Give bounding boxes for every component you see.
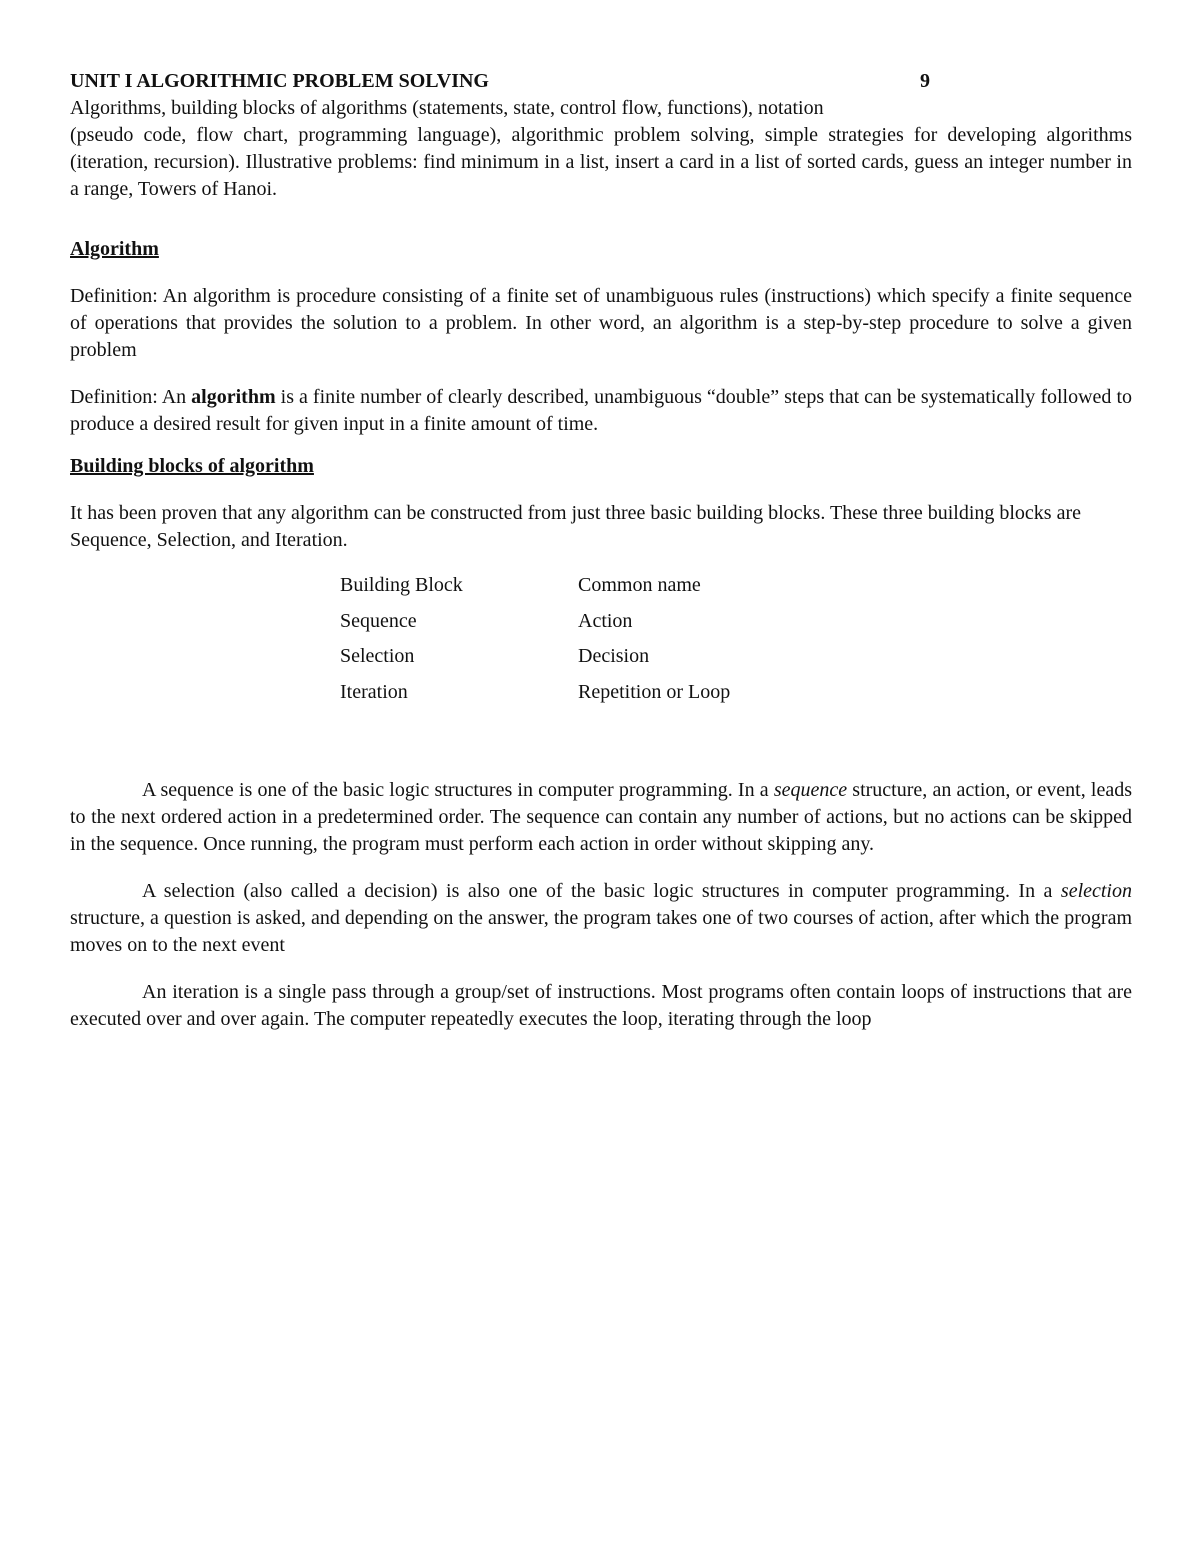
sequence-text-after: structure, an action, or event, leads to the next ordered action in a predetermined order. The sequence can contain any number of actions, but no actions can be skipped in the sequence. Once running, the program must perform each action in order without skipping any. [70, 779, 1132, 855]
table-cell: Action [578, 609, 633, 632]
selection-paragraph [70, 878, 1132, 959]
definition-2-bold-term: algorithm [191, 386, 276, 408]
building-blocks-table [340, 572, 840, 714]
syllabus-rest: (pseudo code, flow chart, programming language), algorithmic problem solving, simple strategies for developing algorithms (iteration, recursion). Illustrative problems: find minimum in a list, insert a card in a list of sorted cards, guess an integer number in a range, Towers of Hanoi. [70, 124, 1132, 200]
table-cell: Decision [578, 645, 650, 667]
selection-text-after: structure, a question is asked, and depending on the answer, the program takes one of two courses of action, after which the program moves on to the next event [70, 907, 1132, 956]
building-blocks-intro: It has been proven that any algorithm can be constructed from just three basic building blocks. These three building blocks are Sequence, Selection, and Iteration. [70, 502, 1082, 551]
selection-italic-term: selection [1060, 880, 1132, 902]
table-cell: Repetition or Loop [578, 680, 731, 703]
document-page [70, 68, 1132, 1053]
unit-title: UNIT I ALGORITHMIC PROBLEM SOLVING [70, 70, 489, 92]
table-header-building-block: Building Block [340, 574, 463, 596]
algorithm-definition-1: Definition: An algorithm is procedure consisting of a finite set of unambiguous rules (instructions) which specify a finite sequence of operations that provides the solution to a problem. In other word, an algorithm is a step-by-step procedure to solve a given problem [70, 285, 1132, 361]
table-cell: Iteration [340, 680, 408, 703]
sequence-italic-term: sequence [773, 779, 848, 801]
table-row [340, 643, 840, 679]
building-blocks-heading: Building blocks of algorithm [70, 455, 314, 477]
unit-hours: 9 [920, 70, 930, 92]
sequence-paragraph [70, 777, 1132, 858]
table-cell: Selection [340, 645, 415, 667]
sequence-text-before: A sequence is one of the basic logic structures in computer programming. In a [142, 779, 774, 801]
table-header-row [340, 572, 840, 608]
algorithm-definition-2 [70, 384, 1132, 438]
definition-2-suffix: is a finite number of clearly described, unambiguous “double” steps that can be systematically followed to produce a desired result for given input in a finite amount of time. [70, 386, 1132, 435]
table-cell: Sequence [340, 609, 417, 632]
table-row [340, 608, 840, 644]
syllabus-text [70, 95, 1132, 203]
iteration-paragraph: An iteration is a single pass through a group/set of instructions. Most programs often contain loops of instructions that are executed over and over again. The computer repeatedly executes the loop, iterating through the loop [70, 981, 1132, 1030]
algorithm-heading: Algorithm [70, 238, 159, 260]
table-header-common-name: Common name [578, 574, 701, 596]
definition-2-prefix: Definition: An [70, 386, 192, 408]
table-row [340, 679, 840, 715]
unit-header [70, 68, 1132, 95]
selection-text-before: A selection (also called a decision) is also one of the basic logic structures in computer programming. In a [142, 880, 1061, 902]
syllabus-line-1: Algorithms, building blocks of algorithms (statements, state, control flow, functions), notation [70, 97, 824, 119]
